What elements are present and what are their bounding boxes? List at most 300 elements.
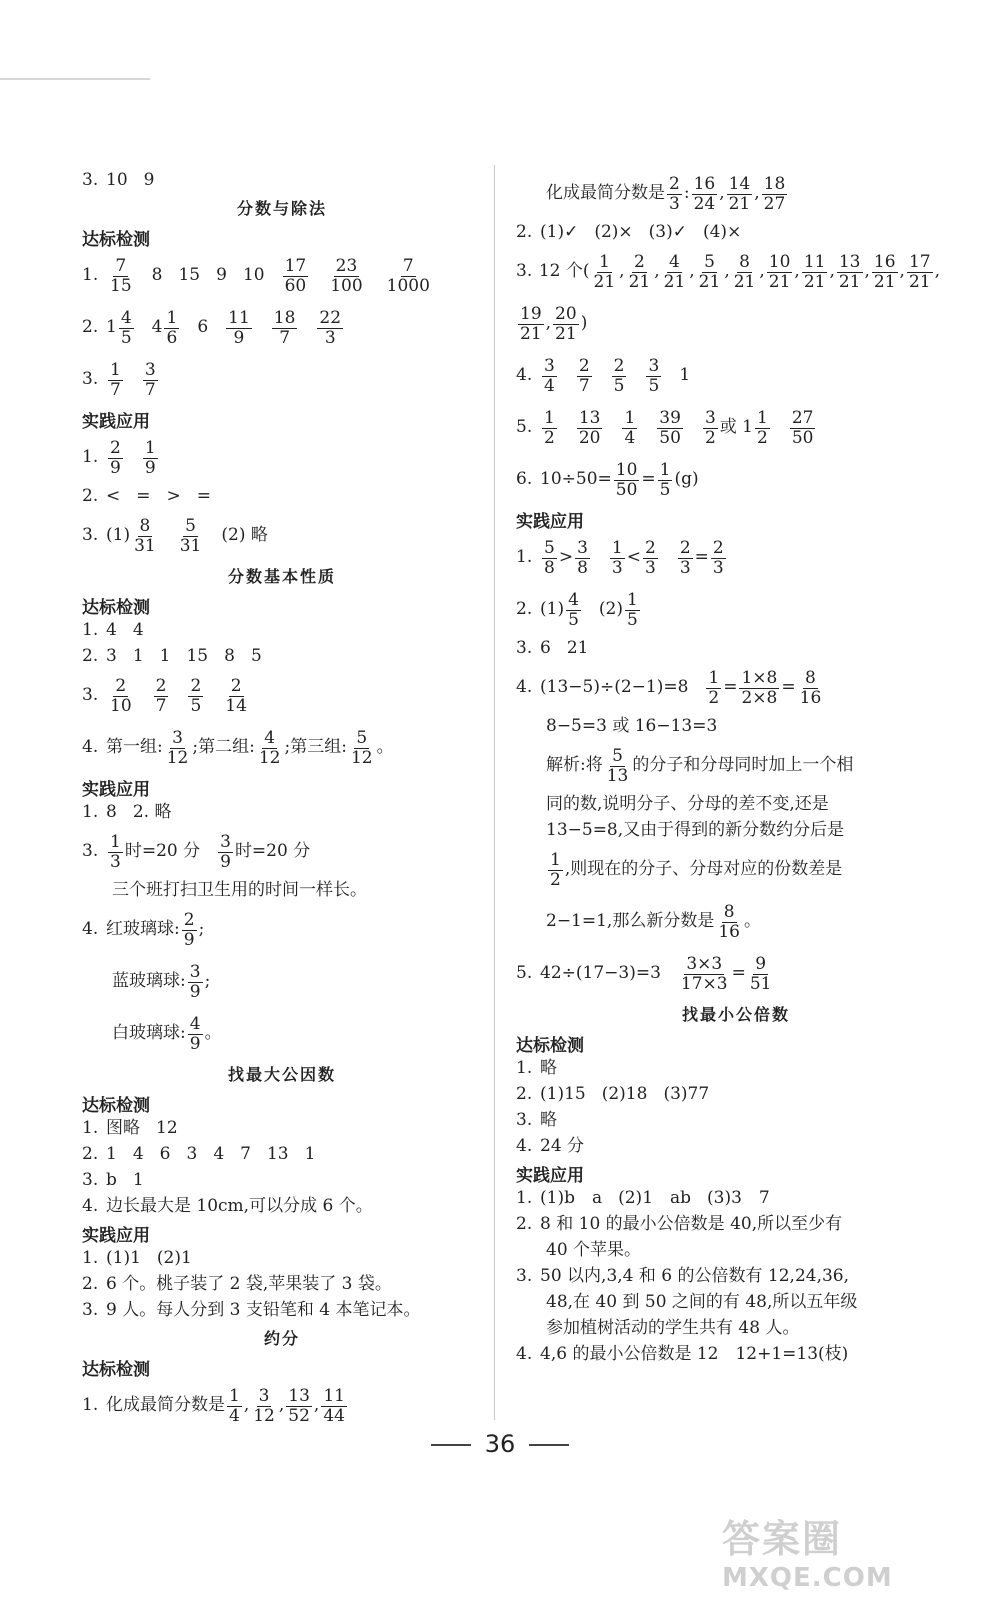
- answer-value: [315, 309, 345, 347]
- item-number: 2.: [516, 1084, 533, 1105]
- fraction: [907, 253, 933, 291]
- answer-text: ,: [794, 261, 800, 282]
- numerator: 2: [155, 675, 167, 696]
- answer-text: 白玻璃球:: [112, 1023, 186, 1044]
- fraction: [646, 357, 661, 395]
- answer-line: [82, 800, 482, 826]
- item-number: 5.: [516, 417, 533, 438]
- numerator: 13: [288, 1385, 310, 1406]
- answer-value: [575, 409, 605, 447]
- numerator: 3: [189, 961, 201, 982]
- denominator: 60: [284, 275, 307, 296]
- item-number: 3.: [516, 638, 533, 659]
- answer-text: 2. 略: [132, 802, 172, 823]
- answer-line: [82, 302, 482, 354]
- item-number: 3.: [516, 261, 533, 282]
- item-number: 1.: [82, 802, 99, 823]
- numerator: 8: [805, 667, 816, 688]
- answer-line: [516, 1316, 956, 1342]
- denominator: 21: [908, 271, 931, 292]
- section-title: 约分: [263, 1329, 300, 1348]
- item-number: 4.: [82, 919, 99, 940]
- answer-text: ,: [829, 261, 835, 282]
- answer-group: [516, 305, 587, 343]
- answer-text: 8−5=3 或 16−13=3: [546, 716, 718, 737]
- numerator: 4: [189, 1013, 201, 1034]
- fraction: [790, 409, 816, 447]
- numerator: 1: [757, 407, 768, 428]
- answer-group: [539, 253, 940, 291]
- item-number: 1.: [82, 447, 99, 468]
- item-number: 3.: [82, 841, 99, 862]
- numerator: 1: [166, 307, 178, 328]
- numerator: 5: [185, 515, 196, 536]
- fraction: [553, 305, 579, 343]
- denominator: 21: [728, 193, 751, 214]
- fraction: [658, 461, 673, 499]
- answer-text: 3: [106, 646, 117, 667]
- numerator: 2: [644, 537, 656, 558]
- denominator: 12: [258, 747, 281, 768]
- fraction: [119, 309, 134, 347]
- denominator: 21: [663, 271, 686, 292]
- answer-text: 图略: [106, 1118, 140, 1139]
- fraction: [165, 729, 191, 767]
- answer-line: [516, 298, 956, 350]
- answer-value: [270, 309, 300, 347]
- fraction: [143, 361, 158, 399]
- numerator: 5: [704, 251, 715, 272]
- section-title: 找最小公倍数: [681, 1005, 790, 1024]
- answer-text: 6: [197, 317, 209, 338]
- answer-text: 8: [151, 265, 163, 286]
- fraction: [317, 309, 343, 347]
- answer-line: [82, 644, 482, 670]
- answer-text: ,: [243, 1395, 250, 1416]
- answer-text: 4: [106, 620, 117, 641]
- fraction: [678, 539, 693, 577]
- denominator: 3: [110, 851, 121, 872]
- answer-text: 3: [186, 1144, 198, 1165]
- denominator: 16: [799, 687, 822, 708]
- answer-text: 8 和 10 的最小公倍数是 40,所以至少有: [540, 1214, 843, 1235]
- answer-line: [82, 904, 482, 956]
- numerator: 1: [144, 437, 156, 458]
- fraction: [251, 1387, 277, 1425]
- numerator: 1: [550, 849, 561, 870]
- answer-line: [82, 1194, 482, 1220]
- fraction: [108, 439, 123, 477]
- denominator: 21: [733, 271, 756, 292]
- answer-text: 10: [242, 265, 265, 286]
- fraction: [227, 1387, 242, 1425]
- section-title: 找最大公因数: [227, 1065, 336, 1084]
- numerator: 7: [115, 255, 127, 276]
- answer-line: [516, 740, 956, 792]
- numerator: 2: [712, 537, 724, 558]
- answer-text: (4)×: [702, 222, 742, 243]
- fraction: [108, 257, 134, 295]
- denominator: 9: [110, 457, 121, 478]
- numerator: 16: [693, 173, 716, 194]
- answer-text: 1: [679, 365, 691, 386]
- answer-text: 10÷50=: [540, 469, 612, 490]
- numerator: 10: [615, 459, 638, 480]
- answer-text: 三个班打扫卫生用的时间一样长。: [112, 880, 367, 901]
- answer-line: [516, 948, 956, 1000]
- answer-text: 12: [156, 1118, 178, 1139]
- answer-line: [516, 896, 956, 948]
- answer-text: 。: [204, 1023, 222, 1044]
- numerator: 7: [402, 255, 414, 276]
- answer-text: (2)1: [156, 1248, 192, 1269]
- numerator: 1: [611, 537, 623, 558]
- answer-value: [186, 677, 205, 715]
- answer-value: [620, 409, 639, 447]
- answer-text: (3)✓: [648, 222, 687, 243]
- numerator: 3: [172, 727, 183, 748]
- numerator: 2: [190, 675, 202, 696]
- numerator: 2: [679, 537, 691, 558]
- answer-text: 2−1=1,那么新分数是: [546, 911, 715, 932]
- answer-text: ;第三组:: [284, 737, 347, 758]
- denominator: 9: [220, 851, 231, 872]
- numerator: 1: [659, 459, 671, 480]
- answer-line: [516, 1290, 956, 1316]
- denominator: 10: [110, 695, 132, 716]
- item-number: 3.: [82, 685, 99, 706]
- answer-line: [516, 532, 956, 584]
- answer-line: [516, 818, 956, 844]
- whole-part: 4: [151, 317, 163, 338]
- denominator: 21: [555, 323, 577, 344]
- answer-line: [516, 1238, 956, 1264]
- numerator: 1×8: [741, 667, 778, 688]
- answer-text: 40 个苹果。: [546, 1240, 642, 1261]
- answer-text: (1)1: [106, 1248, 141, 1269]
- answer-value: [141, 361, 160, 399]
- answer-value: [106, 309, 136, 347]
- subsection-heading: 达标检测: [82, 1095, 150, 1116]
- denominator: 50: [659, 427, 681, 448]
- numerator: 3: [704, 407, 716, 428]
- answer-text: 4,6 的最小公倍数是 12 12+1=13(枝): [540, 1344, 849, 1365]
- answer-line: [516, 584, 956, 636]
- answer-line: [82, 1272, 482, 1298]
- answer-group: [540, 461, 699, 499]
- denominator: 2: [708, 687, 720, 708]
- item-number: 2.: [82, 486, 99, 507]
- denominator: 20: [578, 427, 601, 448]
- answer-value: [141, 439, 160, 477]
- page-number: [0, 1430, 1000, 1458]
- answer-text: 1: [159, 646, 171, 667]
- numerator: 9: [755, 953, 767, 974]
- numerator: 22: [319, 307, 342, 328]
- fraction: [643, 539, 658, 577]
- fraction: [575, 539, 590, 577]
- answer-group: [540, 591, 583, 629]
- item-number: 1.: [516, 1058, 533, 1079]
- denominator: 7: [155, 695, 167, 716]
- numerator: 2: [115, 675, 127, 696]
- subsection-heading: 实践应用: [82, 411, 150, 432]
- denominator: 3: [712, 557, 724, 578]
- numerator: 8: [139, 515, 151, 536]
- subsection-heading: 实践应用: [82, 1225, 150, 1246]
- answer-text: 略: [540, 1058, 557, 1079]
- denominator: 1000: [386, 275, 430, 296]
- fraction: [178, 517, 204, 555]
- fraction: [798, 669, 824, 707]
- numerator: 27: [791, 407, 814, 428]
- dash-right: [529, 1444, 569, 1446]
- answer-group: [112, 963, 210, 1001]
- fraction: [108, 361, 123, 399]
- fraction: [328, 257, 364, 295]
- denominator: 7: [144, 379, 156, 400]
- item-number: 1.: [82, 1395, 99, 1416]
- numerator: 3×3: [686, 953, 723, 974]
- item-number: 3.: [516, 1110, 533, 1131]
- answer-line: [82, 168, 482, 194]
- numerator: 18: [273, 307, 296, 328]
- answer-group: [546, 903, 761, 941]
- item-number: 1.: [82, 265, 99, 286]
- item-number: 4.: [82, 1196, 99, 1217]
- answer-text: =: [641, 469, 656, 490]
- answer-group: [106, 1387, 349, 1425]
- answer-text: :: [683, 183, 690, 204]
- answer-text: =: [136, 486, 151, 507]
- answer-text: 4: [213, 1144, 225, 1165]
- answer-text: 。: [743, 911, 761, 932]
- numerator: 1: [229, 1385, 240, 1406]
- answer-text: ,: [759, 261, 765, 282]
- numerator: 11: [323, 1385, 345, 1406]
- answer-line: [82, 354, 482, 406]
- answer-text: ,: [619, 261, 625, 282]
- dash-left: [431, 1444, 471, 1446]
- fraction: [703, 409, 718, 447]
- answer-line: [516, 402, 956, 454]
- item-number: 2.: [82, 646, 99, 667]
- fraction: [732, 253, 758, 291]
- answer-line: [82, 956, 482, 1008]
- numerator: 4: [120, 307, 132, 328]
- denominator: 5: [613, 375, 625, 396]
- denominator: 4: [544, 375, 555, 396]
- subsection-heading: 实践应用: [516, 1165, 584, 1186]
- denominator: 12: [350, 747, 373, 768]
- denominator: 50: [615, 479, 638, 500]
- numerator: 14: [728, 173, 751, 194]
- answer-text: 5: [250, 646, 262, 667]
- denominator: 5: [190, 695, 202, 716]
- answer-text: 9: [143, 170, 155, 191]
- fraction: [188, 1015, 203, 1053]
- answer-text: 1: [132, 646, 144, 667]
- numerator: 3: [544, 355, 555, 376]
- answer-text: 蓝玻璃球:: [112, 971, 186, 992]
- answer-text: ,: [864, 261, 870, 282]
- answer-group: [676, 539, 728, 577]
- item-number: 4.: [82, 737, 99, 758]
- answer-text: (1)b a: [540, 1188, 603, 1209]
- fraction: [223, 677, 249, 715]
- answer-value: [106, 439, 125, 477]
- numerator: 8: [723, 901, 735, 922]
- answer-text: 7: [240, 1144, 251, 1165]
- numerator: 5: [356, 727, 368, 748]
- denominator: 15: [110, 275, 132, 296]
- section-title: 分数与除法: [236, 199, 327, 218]
- fraction: [679, 955, 730, 993]
- denominator: 7: [279, 327, 291, 348]
- top-rule: [0, 78, 150, 80]
- answer-text: ,: [899, 261, 905, 282]
- numerator: 3: [577, 537, 588, 558]
- answer-text: 同的数,说明分子、分母的差不变,还是: [546, 794, 829, 815]
- answer-line: [516, 1134, 956, 1160]
- item-number: 1.: [82, 1248, 99, 1269]
- numerator: 10: [768, 251, 791, 272]
- numerator: 2: [183, 909, 195, 930]
- item-number: 1.: [82, 620, 99, 641]
- fraction: [625, 591, 640, 629]
- answer-text: (2) 略: [221, 525, 268, 546]
- answer-value: [106, 677, 136, 715]
- numerator: 18: [763, 173, 786, 194]
- answer-text: 50 以内,3,4 和 6 的公倍数有 12,24,36,: [540, 1266, 850, 1287]
- fraction: [872, 253, 898, 291]
- denominator: 6: [166, 327, 178, 348]
- denominator: 24: [693, 193, 716, 214]
- numerator: 3: [144, 359, 156, 380]
- denominator: 9: [233, 327, 245, 348]
- item-number: 4.: [516, 1136, 533, 1157]
- answer-text: 化成最简分数是: [106, 1395, 225, 1416]
- answer-text: (2)×: [594, 222, 633, 243]
- numerator: 1: [110, 359, 121, 380]
- answer-text: =: [781, 677, 796, 698]
- fraction: [321, 1387, 347, 1425]
- answer-value: [540, 357, 559, 395]
- denominator: 21: [803, 271, 826, 292]
- mixed-number: [152, 309, 182, 347]
- answer-text: (1): [106, 525, 131, 546]
- fraction: [566, 591, 581, 629]
- item-number: 2.: [82, 1144, 99, 1165]
- answer-line: [516, 1342, 956, 1368]
- answer-text: ,: [719, 183, 725, 204]
- denominator: 21: [628, 271, 651, 292]
- item-number: 6.: [516, 469, 533, 490]
- fraction: [610, 539, 625, 577]
- item-number: 1.: [82, 1118, 99, 1139]
- answer-value: [383, 257, 434, 295]
- fraction: [592, 253, 618, 291]
- answer-line: [82, 250, 482, 302]
- numerator: 2: [578, 355, 590, 376]
- answer-text: >: [558, 547, 574, 568]
- item-number: 2.: [82, 317, 99, 338]
- denominator: 7: [110, 379, 121, 400]
- item-number: 2.: [82, 1274, 99, 1295]
- answer-text: (1): [540, 599, 565, 620]
- answer-text: 15: [178, 265, 201, 286]
- denominator: 21: [698, 271, 721, 292]
- answer-text: ,: [724, 261, 730, 282]
- answer-text: ,则现在的分子、分母对应的份数差是: [564, 859, 843, 880]
- denominator: 3: [669, 193, 680, 214]
- fraction: [612, 357, 627, 395]
- denominator: 27: [763, 193, 786, 214]
- item-number: 3.: [82, 1300, 99, 1321]
- denominator: 4: [624, 427, 636, 448]
- item-number: 3.: [82, 369, 99, 390]
- answer-line: [516, 792, 956, 818]
- fraction: [542, 357, 557, 395]
- denominator: 5: [120, 327, 132, 348]
- denominator: 8: [577, 557, 588, 578]
- answer-text: 略: [540, 1110, 557, 1131]
- denominator: 17×3: [680, 973, 728, 994]
- denominator: 3: [679, 557, 691, 578]
- denominator: 21: [838, 271, 861, 292]
- subsection-heading: 达标检测: [82, 1359, 150, 1380]
- denominator: 100: [330, 275, 363, 296]
- answer-group: [106, 911, 204, 949]
- fraction: [286, 1387, 312, 1425]
- answer-line: [516, 1264, 956, 1290]
- answer-line: [82, 1116, 482, 1142]
- denominator: 21: [768, 271, 791, 292]
- answer-group: [599, 591, 642, 629]
- fraction: [716, 903, 742, 941]
- denominator: 50: [791, 427, 814, 448]
- fraction: [711, 539, 726, 577]
- numerator: 19: [520, 303, 542, 324]
- numerator: 20: [555, 303, 577, 324]
- answer-text: 第一组:: [106, 737, 163, 758]
- answer-text: 。: [376, 737, 394, 758]
- fraction: [108, 833, 123, 871]
- answer-group: [546, 747, 853, 785]
- answer-value: [281, 257, 311, 295]
- answer-text: 9 人。每人分到 3 支铅笔和 4 本笔记本。: [106, 1300, 421, 1321]
- denominator: 2×8: [741, 687, 778, 708]
- numerator: 1: [708, 667, 720, 688]
- answer-text: ,: [313, 1395, 320, 1416]
- fraction: [257, 729, 283, 767]
- answer-group: [216, 833, 310, 871]
- answer-value: [575, 357, 594, 395]
- fraction: [188, 963, 203, 1001]
- answer-line: [516, 844, 956, 896]
- denominator: 9: [189, 981, 201, 1002]
- answer-text: ,: [934, 261, 940, 282]
- answer-value: [788, 409, 818, 447]
- answer-line: [82, 1008, 482, 1060]
- numerator: 13: [838, 251, 861, 272]
- answer-group: [704, 669, 825, 707]
- answer-text: 4: [132, 1144, 144, 1165]
- fraction: [143, 439, 158, 477]
- subsection-heading: 达标检测: [82, 229, 150, 250]
- numerator: 4: [669, 251, 680, 272]
- denominator: 2: [544, 427, 555, 448]
